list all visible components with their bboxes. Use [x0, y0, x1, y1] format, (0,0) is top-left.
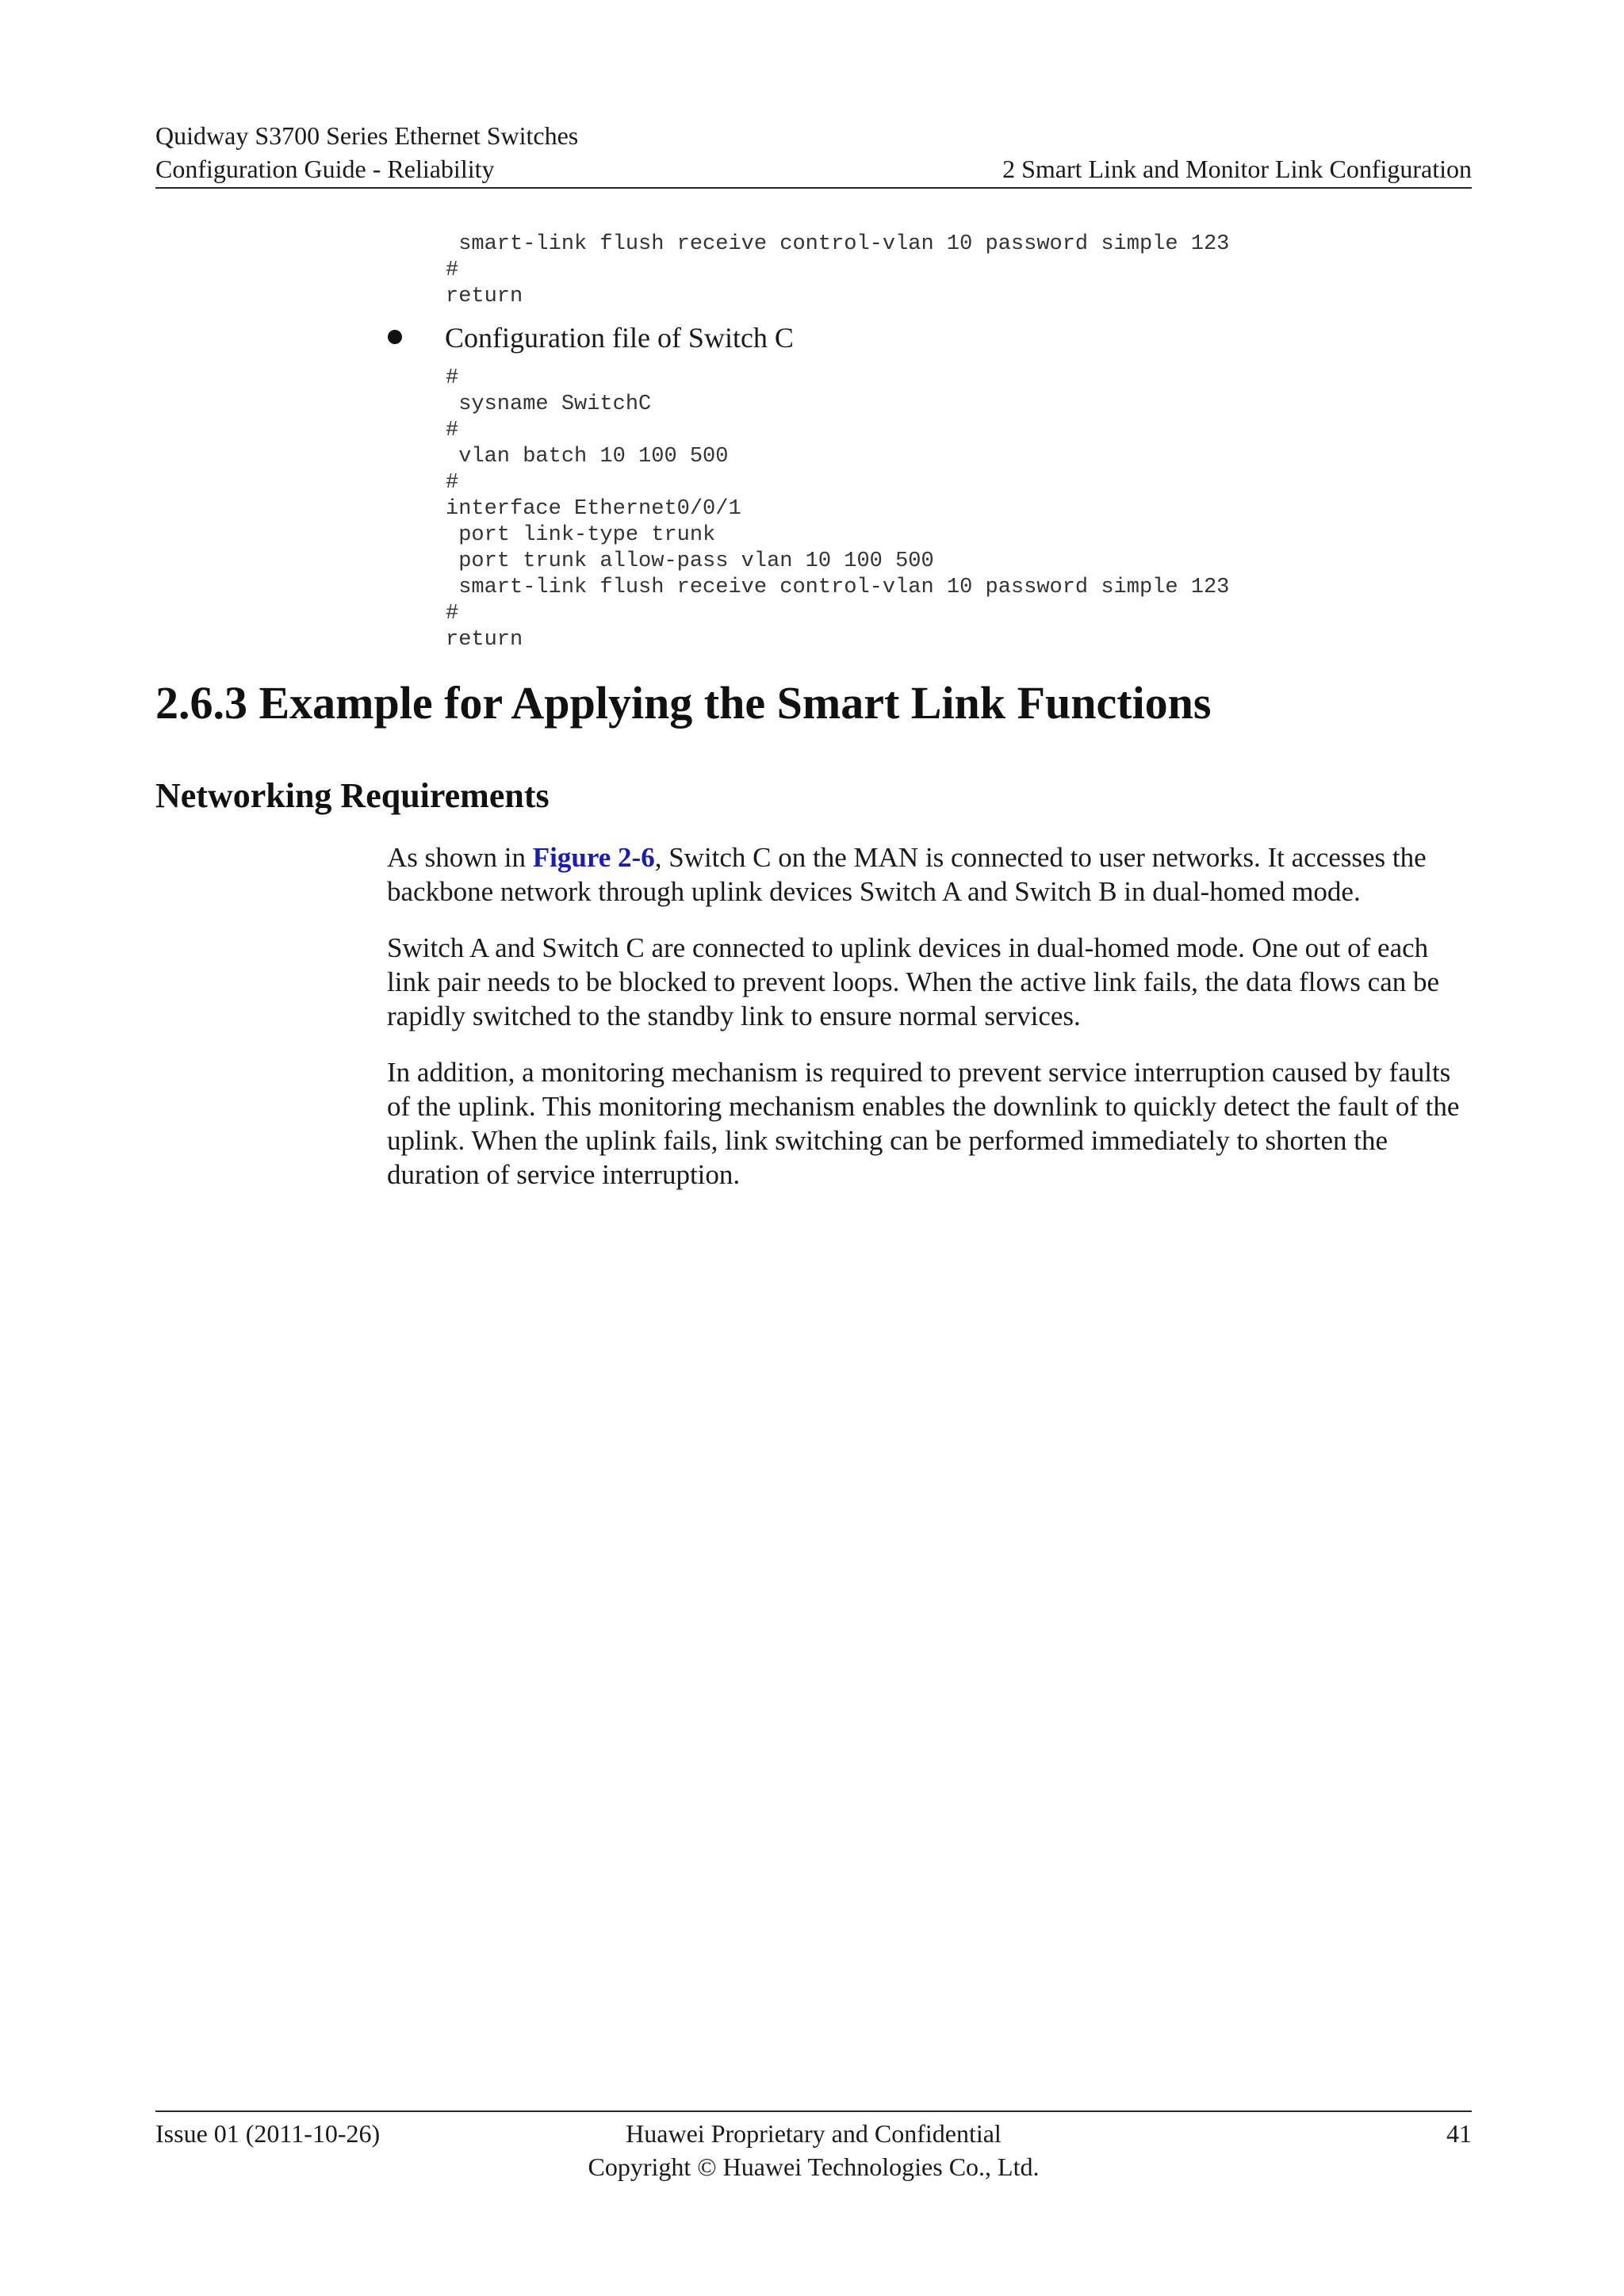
paragraph-1-suffix: , Switch C on the MAN is connected to user networks. It accesses the backbone network through uplink devices Switch A and Switch B in dual-homed mode. — [387, 842, 1427, 907]
page-header — [155, 119, 1472, 189]
code-block-switch-b-tail: smart-link flush receive control-vlan 10 password simple 123 # return — [446, 232, 1230, 308]
footer-confidential: Huawei Proprietary and Confidential — [626, 2119, 1002, 2148]
paragraph-1 — [387, 840, 1473, 909]
paragraph-2: Switch A and Switch C are connected to uplink devices in dual-homed mode. One out of each link pair needs to be blocked to prevent loops. When the active link fails, the data flows can be rapidly switched to the standby link to ensure normal services. — [387, 932, 1440, 1031]
header-chapter: 2 Smart Link and Monitor Link Configuration — [1002, 155, 1472, 183]
paragraph-1-prefix: As shown in — [387, 842, 533, 873]
section-title: 2.6.3 Example for Applying the Smart Link Functions — [155, 677, 1212, 729]
footer-issue: Issue 01 (2011-10-26) — [155, 2119, 381, 2148]
bullet-label: Configuration file of Switch C — [445, 322, 794, 354]
figure-2-6-link[interactable]: Figure 2-6 — [532, 842, 655, 873]
footer-copyright: Copyright © Huawei Technologies Co., Ltd. — [588, 2152, 1040, 2181]
page-number: 41 — [1446, 2119, 1472, 2148]
subsection-title: Networking Requirements — [155, 776, 550, 815]
code-block-switch-c: # sysname SwitchC # vlan batch 10 100 500 # interface Ethernet0/0/1 port link-type trunk port trunk allow-pass vlan 10 100 500 smart-link flush receive control-vlan 10 password simple 123 # return — [446, 366, 1230, 652]
bullet-icon — [388, 330, 402, 344]
page-footer — [155, 2110, 1472, 2183]
paragraph-3: In addition, a monitoring mechanism is required to prevent service interruption caused by faults of the uplink. This monitoring mechanism enables the downlink to quickly detect the fault of the uplink. When the uplink fails, link switching can be performed immediately to shorten the duration of service interruption. — [387, 1057, 1460, 1190]
header-product: Quidway S3700 Series Ethernet Switches — [155, 121, 579, 150]
header-guide: Configuration Guide - Reliability — [155, 155, 495, 183]
